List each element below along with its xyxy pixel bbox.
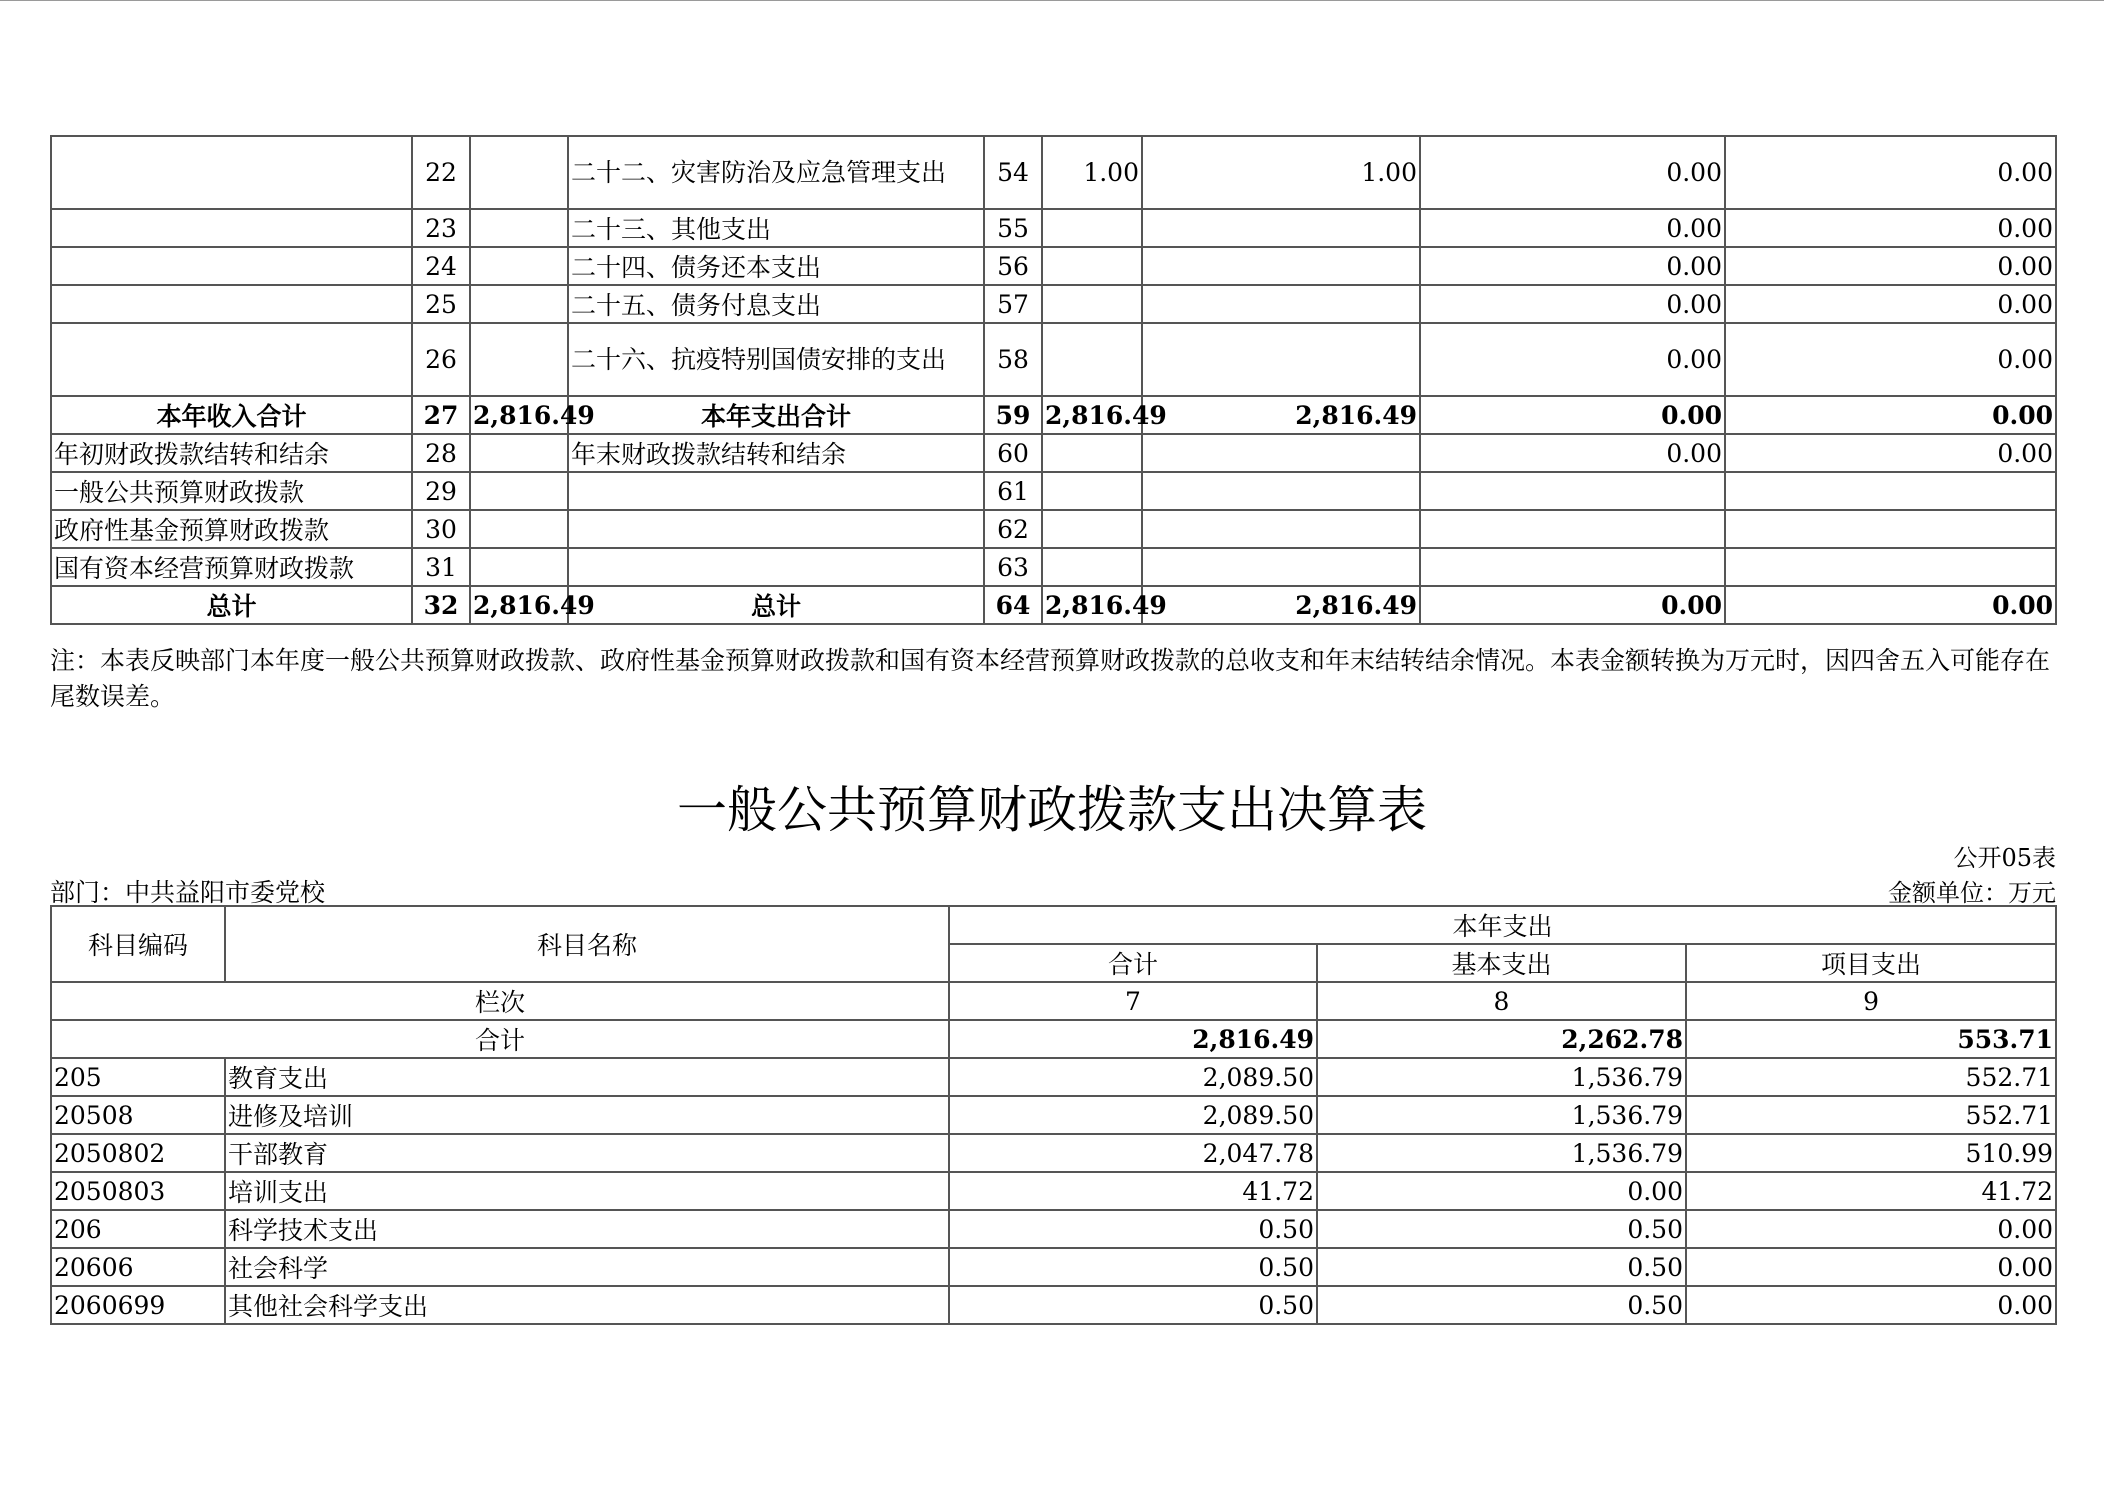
income-line-no: 26 — [412, 323, 470, 396]
income-amount — [470, 247, 568, 285]
subject-name: 培训支出 — [225, 1172, 949, 1210]
basic-expenditure: 0.50 — [1317, 1248, 1686, 1286]
income-amount — [470, 548, 568, 586]
income-item: 政府性基金预算财政拨款 — [51, 510, 412, 548]
subject-name: 进修及培训 — [225, 1096, 949, 1134]
table-row — [51, 548, 2056, 586]
income-amount — [470, 434, 568, 472]
expense-item: 二十三、其他支出 — [568, 209, 984, 247]
table-row — [51, 247, 2056, 285]
income-line-no: 30 — [412, 510, 470, 548]
expense-general-budget — [1142, 285, 1420, 323]
header-total: 合计 — [949, 944, 1317, 982]
table-row — [51, 1248, 2056, 1286]
expense-item — [568, 510, 984, 548]
income-line-no: 27 — [412, 396, 470, 434]
income-line-no: 22 — [412, 136, 470, 209]
table-number: 公开05表 — [1953, 844, 2056, 872]
expense-state-capital — [1725, 472, 2056, 510]
page-top-border — [0, 0, 2104, 1]
total-row — [51, 1020, 2056, 1058]
total-amount: 2,816.49 — [949, 1020, 1317, 1058]
expense-general-budget — [1142, 548, 1420, 586]
table-row — [51, 586, 2056, 624]
income-item: 一般公共预算财政拨款 — [51, 472, 412, 510]
project-expenditure: 510.99 — [1686, 1134, 2056, 1172]
subject-code: 2060699 — [51, 1286, 225, 1324]
income-item — [51, 323, 412, 396]
expense-general-budget: 2,816.49 — [1142, 586, 1420, 624]
total-amount: 0.50 — [949, 1248, 1317, 1286]
expense-fund-budget: 0.00 — [1420, 285, 1725, 323]
header-subject-name: 科目名称 — [225, 906, 949, 982]
column-number-7: 7 — [949, 982, 1317, 1020]
income-amount — [470, 285, 568, 323]
income-amount: 2,816.49 — [470, 396, 568, 434]
income-item: 总计 — [51, 586, 412, 624]
expense-item: 总计 — [568, 586, 984, 624]
expense-fund-budget: 0.00 — [1420, 209, 1725, 247]
expense-state-capital: 0.00 — [1725, 323, 2056, 396]
expense-line-no: 58 — [984, 323, 1042, 396]
header-basic-expenditure: 基本支出 — [1317, 944, 1686, 982]
subject-code: 20606 — [51, 1248, 225, 1286]
income-item — [51, 209, 412, 247]
expense-line-no: 55 — [984, 209, 1042, 247]
expense-subtotal — [1042, 323, 1142, 396]
basic-expenditure: 1,536.79 — [1317, 1134, 1686, 1172]
expense-subtotal — [1042, 472, 1142, 510]
table-row — [51, 285, 2056, 323]
column-number-8: 8 — [1317, 982, 1686, 1020]
expense-fund-budget: 0.00 — [1420, 136, 1725, 209]
project-expenditure: 0.00 — [1686, 1248, 2056, 1286]
expense-subtotal — [1042, 434, 1142, 472]
total-amount: 0.50 — [949, 1286, 1317, 1324]
expense-subtotal: 2,816.49 — [1042, 396, 1142, 434]
total-amount: 2,089.50 — [949, 1096, 1317, 1134]
total-amount: 2,089.50 — [949, 1058, 1317, 1096]
expense-general-budget — [1142, 323, 1420, 396]
expense-line-no: 62 — [984, 510, 1042, 548]
income-amount — [470, 136, 568, 209]
project-expenditure: 0.00 — [1686, 1286, 2056, 1324]
income-amount — [470, 472, 568, 510]
table-row — [51, 1286, 2056, 1324]
subject-code: 206 — [51, 1210, 225, 1248]
income-line-no: 25 — [412, 285, 470, 323]
expense-fund-budget — [1420, 548, 1725, 586]
subject-code: 2050802 — [51, 1134, 225, 1172]
expense-state-capital: 0.00 — [1725, 209, 2056, 247]
total-basic: 2,262.78 — [1317, 1020, 1686, 1058]
income-amount — [470, 209, 568, 247]
expense-subtotal: 1.00 — [1042, 136, 1142, 209]
expenditure-table — [50, 905, 2057, 1325]
table-row — [51, 1210, 2056, 1248]
column-number-label: 栏次 — [51, 982, 949, 1020]
income-line-no: 28 — [412, 434, 470, 472]
expense-fund-budget: 0.00 — [1420, 396, 1725, 434]
basic-expenditure: 0.50 — [1317, 1210, 1686, 1248]
table-row — [51, 510, 2056, 548]
expense-fund-budget — [1420, 472, 1725, 510]
basic-expenditure: 1,536.79 — [1317, 1096, 1686, 1134]
expense-line-no: 57 — [984, 285, 1042, 323]
expense-subtotal — [1042, 209, 1142, 247]
expense-general-budget — [1142, 247, 1420, 285]
table-row — [51, 396, 2056, 434]
table-row — [51, 209, 2056, 247]
income-line-no: 24 — [412, 247, 470, 285]
basic-expenditure: 1,536.79 — [1317, 1058, 1686, 1096]
basic-expenditure: 0.00 — [1317, 1172, 1686, 1210]
expense-subtotal — [1042, 247, 1142, 285]
header-project-expenditure: 项目支出 — [1686, 944, 2056, 982]
project-expenditure: 552.71 — [1686, 1058, 2056, 1096]
project-expenditure: 552.71 — [1686, 1096, 2056, 1134]
table-row — [51, 323, 2056, 396]
expense-item: 二十六、抗疫特别国债安排的支出 — [568, 323, 984, 396]
expense-line-no: 54 — [984, 136, 1042, 209]
header-subject-code: 科目编码 — [51, 906, 225, 982]
amount-unit-label: 金额单位：万元 — [1888, 879, 2056, 907]
expense-item — [568, 548, 984, 586]
income-amount — [470, 323, 568, 396]
column-number-row — [51, 982, 2056, 1020]
total-amount: 2,047.78 — [949, 1134, 1317, 1172]
expense-fund-budget: 0.00 — [1420, 247, 1725, 285]
subject-code: 2050803 — [51, 1172, 225, 1210]
expense-state-capital: 0.00 — [1725, 285, 2056, 323]
income-line-no: 23 — [412, 209, 470, 247]
table-row — [51, 1172, 2056, 1210]
expense-item: 年末财政拨款结转和结余 — [568, 434, 984, 472]
column-number-9: 9 — [1686, 982, 2056, 1020]
expense-general-budget — [1142, 472, 1420, 510]
income-item — [51, 285, 412, 323]
department-label: 部门：中共益阳市委党校 — [50, 878, 326, 907]
total-amount: 41.72 — [949, 1172, 1317, 1210]
table-note: 注：本表反映部门本年度一般公共预算财政拨款、政府性基金预算财政拨款和国有资本经营预算财政拨款的总收支和年末结转结余情况。本表金额转换为万元时，因四舍五入可能存在尾数误差。 — [50, 646, 2051, 711]
expense-line-no: 63 — [984, 548, 1042, 586]
expense-state-capital: 0.00 — [1725, 396, 2056, 434]
expense-general-budget — [1142, 510, 1420, 548]
expense-item: 二十二、灾害防治及应急管理支出 — [568, 136, 984, 209]
income-item: 国有资本经营预算财政拨款 — [51, 548, 412, 586]
expense-fund-budget: 0.00 — [1420, 434, 1725, 472]
expense-item: 二十五、债务付息支出 — [568, 285, 984, 323]
income-item — [51, 247, 412, 285]
expense-state-capital: 0.00 — [1725, 136, 2056, 209]
total-amount: 0.50 — [949, 1210, 1317, 1248]
total-label: 合计 — [51, 1020, 949, 1058]
expense-line-no: 59 — [984, 396, 1042, 434]
income-line-no: 31 — [412, 548, 470, 586]
table-row — [51, 434, 2056, 472]
expense-subtotal — [1042, 285, 1142, 323]
expense-item — [568, 472, 984, 510]
expense-general-budget — [1142, 434, 1420, 472]
subject-name: 干部教育 — [225, 1134, 949, 1172]
expense-item: 二十四、债务还本支出 — [568, 247, 984, 285]
subject-code: 205 — [51, 1058, 225, 1096]
expense-general-budget: 2,816.49 — [1142, 396, 1420, 434]
expense-line-no: 61 — [984, 472, 1042, 510]
expense-state-capital — [1725, 510, 2056, 548]
income-item: 本年收入合计 — [51, 396, 412, 434]
income-expense-table — [50, 135, 2057, 625]
subject-name: 教育支出 — [225, 1058, 949, 1096]
income-line-no: 32 — [412, 586, 470, 624]
expense-item: 本年支出合计 — [568, 396, 984, 434]
table-row — [51, 472, 2056, 510]
expense-state-capital — [1725, 548, 2056, 586]
expense-state-capital: 0.00 — [1725, 247, 2056, 285]
subject-name: 科学技术支出 — [225, 1210, 949, 1248]
expense-subtotal — [1042, 548, 1142, 586]
page-title: 一般公共预算财政拨款支出决算表 — [677, 781, 1427, 839]
project-expenditure: 41.72 — [1686, 1172, 2056, 1210]
expense-general-budget — [1142, 209, 1420, 247]
basic-expenditure: 0.50 — [1317, 1286, 1686, 1324]
table-row — [51, 1096, 2056, 1134]
header-row — [51, 906, 2056, 944]
expense-line-no: 64 — [984, 586, 1042, 624]
total-project: 553.71 — [1686, 1020, 2056, 1058]
expense-state-capital: 0.00 — [1725, 434, 2056, 472]
table-row — [51, 136, 2056, 209]
expense-state-capital: 0.00 — [1725, 586, 2056, 624]
subject-name: 其他社会科学支出 — [225, 1286, 949, 1324]
income-line-no: 29 — [412, 472, 470, 510]
project-expenditure: 0.00 — [1686, 1210, 2056, 1248]
expense-subtotal: 2,816.49 — [1042, 586, 1142, 624]
table-row — [51, 1058, 2056, 1096]
expense-fund-budget: 0.00 — [1420, 323, 1725, 396]
expense-general-budget: 1.00 — [1142, 136, 1420, 209]
expense-fund-budget: 0.00 — [1420, 586, 1725, 624]
header-current-year-expenditure: 本年支出 — [949, 906, 2056, 944]
income-item: 年初财政拨款结转和结余 — [51, 434, 412, 472]
income-amount — [470, 510, 568, 548]
income-item — [51, 136, 412, 209]
expense-fund-budget — [1420, 510, 1725, 548]
table-row — [51, 1134, 2056, 1172]
subject-name: 社会科学 — [225, 1248, 949, 1286]
expense-line-no: 60 — [984, 434, 1042, 472]
income-amount: 2,816.49 — [470, 586, 568, 624]
expense-subtotal — [1042, 510, 1142, 548]
subject-code: 20508 — [51, 1096, 225, 1134]
expense-line-no: 56 — [984, 247, 1042, 285]
